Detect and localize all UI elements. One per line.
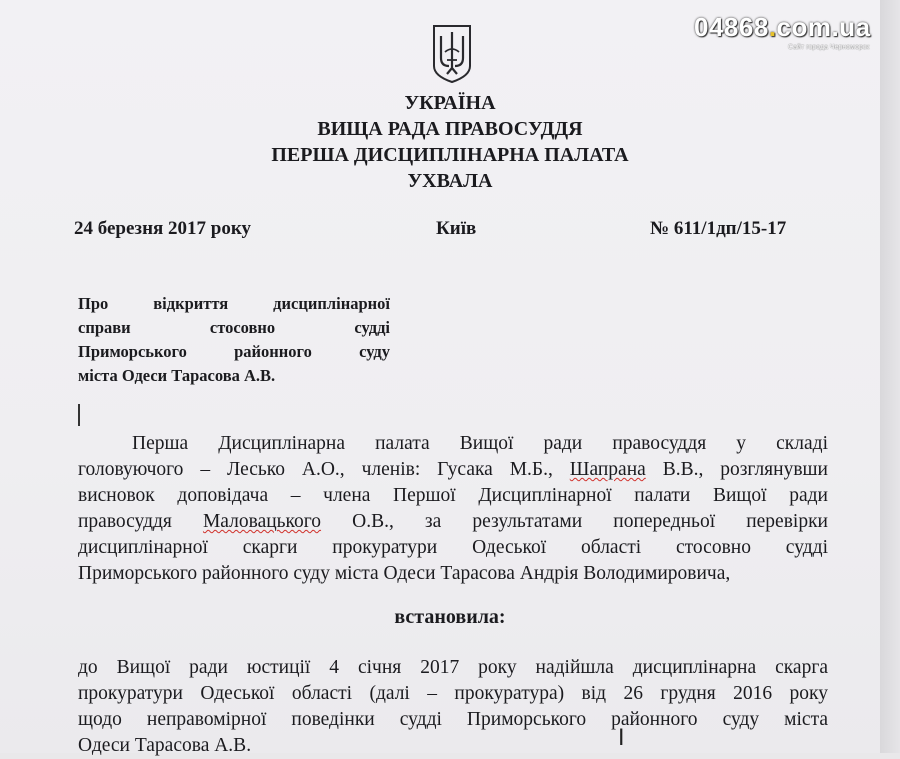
paragraph-line: головуючого – Лесько А.О., членів: Гусака М.Б., Шапрана В.В., розглянувши xyxy=(78,459,828,480)
spellcheck-word: Маловацького xyxy=(202,511,322,532)
country-title: УКРАЇНА xyxy=(404,92,496,114)
watermark-logo: 04868.com.ua xyxy=(694,12,871,42)
chamber-title: ПЕРША ДИСЦИПЛІНАРНА ПАЛАТА xyxy=(271,144,629,166)
subject-line: міста Одеси Тарасова А.В. xyxy=(78,366,276,385)
text-cursor xyxy=(78,404,80,426)
paragraph-line: щодо неправомірної поведінки судді Приморського районного суду міста xyxy=(78,709,828,730)
trident-emblem-icon xyxy=(430,22,474,84)
subject-line: Приморського районного суду xyxy=(78,342,390,361)
facts-paragraph xyxy=(78,655,828,759)
paragraph-line: Перша Дисциплінарна палата Вищої ради правосуддя у складі xyxy=(132,433,828,454)
document-type-title: УХВАЛА xyxy=(407,170,493,192)
document-number: № 611/1дп/15-17 xyxy=(650,218,787,239)
preamble-paragraph xyxy=(78,431,828,587)
mouse-ibeam-cursor: I xyxy=(618,726,625,751)
subject-line: справи стосовно судді xyxy=(78,318,390,337)
paragraph-line: до Вищої ради юстиції 4 січня 2017 року надійшла дисциплінарна скарга xyxy=(78,657,828,678)
paragraph-line: Приморського районного суду міста Одеси Тарасова Андрія Володимировича, xyxy=(78,563,731,584)
subject-block xyxy=(78,292,390,388)
decision-heading: встановила: xyxy=(394,606,506,628)
council-title: ВИЩА РАДА ПРАВОСУДДЯ xyxy=(317,118,583,140)
paragraph-line: правосуддя Маловацького О.В., за результатами попередньої перевірки xyxy=(78,511,828,532)
subject-line: Про відкриття дисциплінарної xyxy=(78,294,390,313)
paragraph-line: прокуратури Одеської області (далі – прокуратура) від 26 грудня 2016 року xyxy=(78,683,828,704)
paragraph-line: Одеси Тарасова А.В. xyxy=(78,735,252,756)
document-date: 24 березня 2017 року xyxy=(74,218,252,239)
document-city: Київ xyxy=(436,218,477,239)
spellcheck-word: Шапрана xyxy=(569,459,646,480)
site-watermark xyxy=(694,12,884,54)
paragraph-line: висновок доповідача – члена Першої Дисциплінарної палати Вищої ради xyxy=(78,485,828,506)
paragraph-line: дисциплінарної скарги прокуратури Одеської області стосовно судді xyxy=(78,537,828,558)
watermark-subtitle: Сайт города Черноморск xyxy=(788,44,870,51)
